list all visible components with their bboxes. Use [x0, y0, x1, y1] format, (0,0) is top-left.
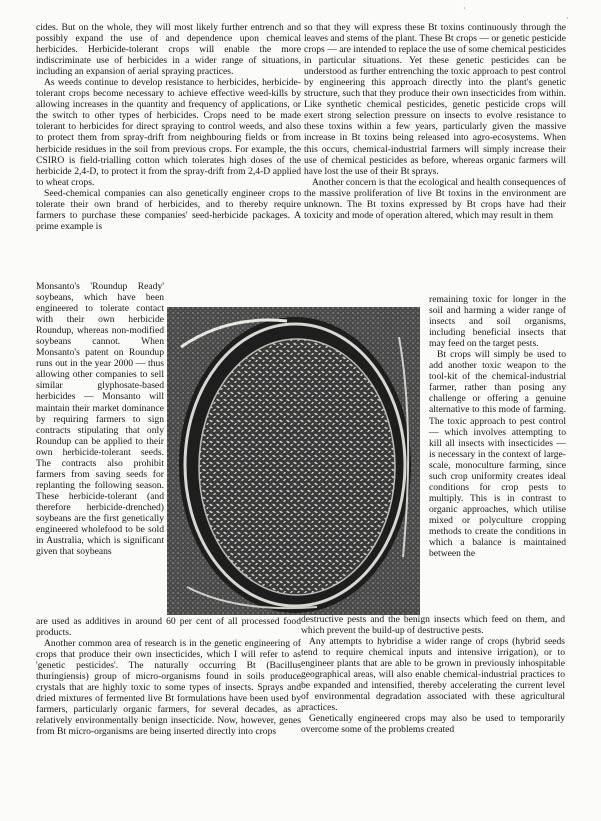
left-column-narrow: [36, 281, 164, 557]
petri-dish-image: [167, 307, 420, 615]
paragraph: Bt crops will simply be used to add another toxic weapon to the tool-kit of the chemical-industrial farmer, rather than posing any challenge or offering a genuine alternative to this mode of farming. The toxic approach to pest control — which involves attempting to kill all insects with insecticides — is necessary in the context of large-scale, monoculture farming, since such crop uniformity creates ideal conditions for crop pests to multiply. This is in contrast to organic approaches, which utilise mixed or polyculture cropping methods to create the conditions in which a balance is maintained between the: [429, 349, 566, 560]
scan-speck: ·: [566, 14, 569, 23]
left-column-top: [36, 22, 301, 232]
microscope-photo: [167, 307, 420, 615]
paragraph: so that they will express these Bt toxins continuously through the leaves and stems of the plant. These Bt crops — or genetic pesticide crops — are intended to replace the use of some chemical pesticides in particular situations. Yet these genetic pesticides can be understood as further entrenching the toxic approach to pest control by engineering this approach directly into the plant's genetic structure, such that they produce their own insecticides from within. Like synthetic chemical pesticides, genetic pesticide crops will exert strong selection pressure on insects to evolve resistance to these toxins within a few years, particularly given the massive increase in Bt toxins being released into agro-ecosystems. When this occurs, chemical-industrial farmers will simply increase their use of chemical pesticides as before, whereas organic farmers will have lost the use of their Bt sprays.: [304, 22, 566, 177]
right-column-bottom: [301, 614, 565, 736]
scan-speck: ·: [463, 4, 466, 13]
paragraph: remaining toxic for longer in the soil and harming a wider range of insects and soil organisms, including beneficial insects that may feed on the target pests.: [429, 294, 566, 350]
paragraph: Another concern is that the ecological and health consequences of the massive proliferation of live Bt toxins in the environment are unknown. The Bt toxins expressed by Bt crops have had their toxicity and mode of operation altered, which may result in them: [304, 176, 566, 221]
paragraph: Another common area of research is in the genetic engineering of crops that produce their own insecticides, which I will refer to as 'genetic pesticides'. The naturally occurring Bt (Bacillus thuringiensis) group of micro-organisms found in soils produce crystals that are highly toxic to some types of insects. Sprays and dried mixtures of fermented live Bt formulations have been used by farmers, particularly organic farmers, for several decades, as a relatively environmentally benign insecticide. Now, however, genes from Bt micro-organisms are being inserted directly into crops: [36, 638, 301, 738]
paragraph: cides. But on the whole, they will most likely further entrench and possibly expand the use of and dependence upon chemical herbicides. Herbicide-tolerant crops will enable the more indiscriminate use of herbicides in a wider range of situations, including an expansion of aerial spraying practices.: [36, 22, 301, 78]
left-column-bottom: [36, 616, 301, 738]
paragraph: Seed-chemical companies can also genetically engineer crops to tolerate their own brand of herbicides, and to thereby require farmers to purchase these companies' seed-herbicide packages. A prime example is: [36, 187, 301, 232]
paragraph: Monsanto's 'Roundup Ready' soybeans, which have been engineered to tolerate contact with their own herbicide Roundup, whereas non-modified soybeans cannot. When Monsanto's patent on Roundup runs out in the year 2000 — thus allowing other companies to sell similar glyphosate-based herbicides — Monsanto will maintain their market dominance by requiring farmers to sign contracts stipulating that only Roundup can be applied to their own herbicide-tolerant seeds. The contracts also prohibit farmers from saving seeds for replanting the following season. These herbicide-tolerant (and therefore herbicide-drenched) soybeans are the first genetically engineered wholefood to be sold in Australia, which is significant given that soybeans: [36, 281, 164, 558]
paragraph: As weeds continue to develop resistance to herbicides, herbicide-tolerant crops become necessary to achieve effective weed-kills by allowing increases in the quantity and frequency of applications, or the switch to other types of herbicides. Crops need to be made tolerant to herbicides for direct spraying to control weeds, and also to protect them from spray-drift from neighbouring fields or from herbicide residues in the soil from previous crops. For example, the CSIRO is field-trialling cotton which tolerates high doses of the herbicide 2,4-D, to protect it from the spray-drift from 2,4-D applied to wheat crops.: [36, 77, 301, 188]
paragraph: destructive pests and the benign insects which feed on them, and which prevent the build-up of destructive pests.: [301, 614, 565, 637]
paragraph: are used as additives in around 60 per cent of all processed food products.: [36, 616, 301, 639]
paragraph: Any attempts to hybridise a wider range of crops (hybrid seeds tend to require chemical inputs and intensive irrigation), or to engineer plants that are able to be grown in previously inhospitable geographical areas, will also enable chemical-industrial practices to be expanded and intensified, thereby accelerating the current level of environmental degradation associated with these agricultural practices.: [301, 636, 565, 714]
right-column-top: [304, 22, 566, 221]
paragraph: Genetically engineered crops may also be used to temporarily overcome some of the problems created: [301, 713, 565, 736]
right-column-narrow: [429, 294, 566, 559]
